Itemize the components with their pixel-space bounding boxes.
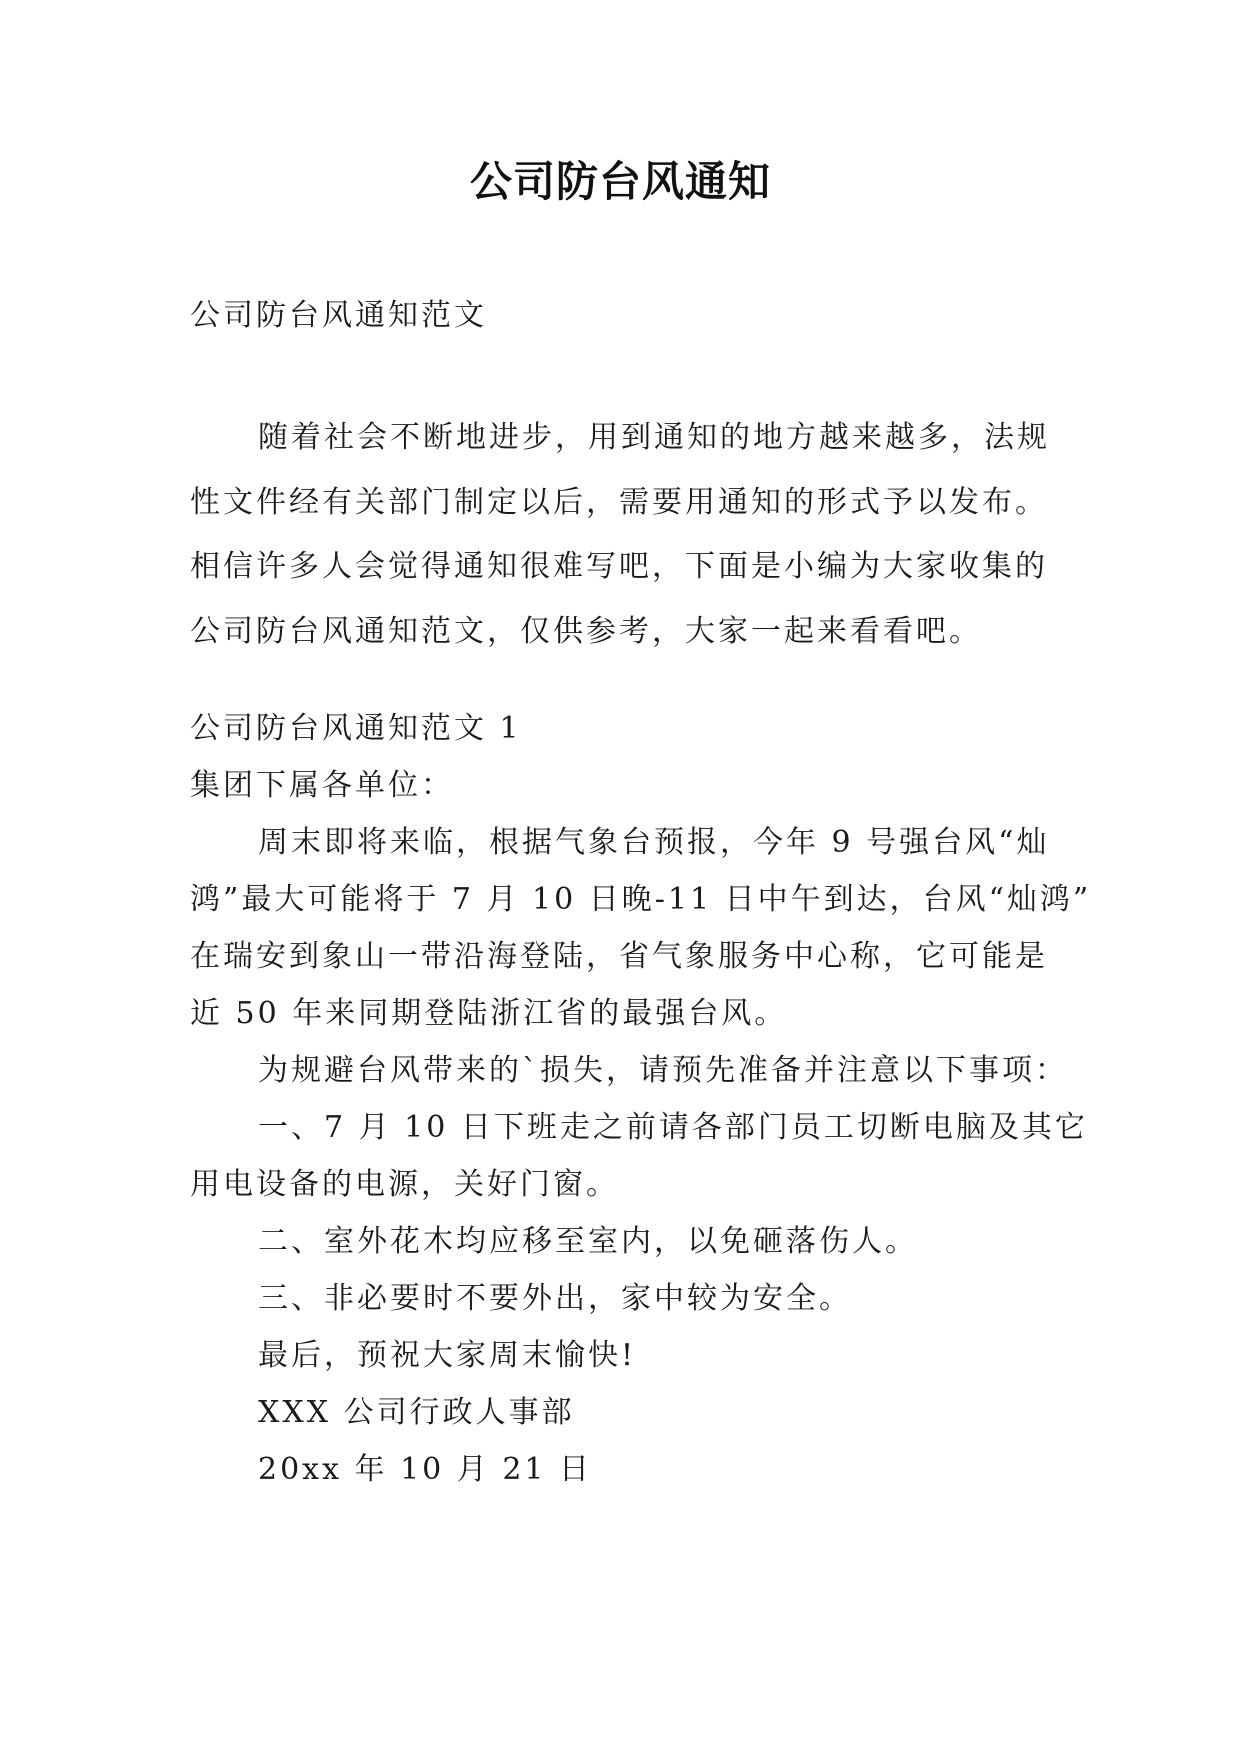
intro-line: 随着社会不断地进步，用到通知的地方越来越多，法规 [258, 420, 1050, 455]
closing-text: 最后，预祝大家周末愉快! [258, 1338, 637, 1373]
date: 20xx 年 10 月 21 日 [258, 1452, 593, 1487]
paragraph-line: 鸿”最大可能将于 7 月 10 日晚-11 日中午到达，台风“灿鸿” [190, 882, 1092, 917]
paragraph-line: 在瑞安到象山一带沿海登陆，省气象服务中心称，它可能是 [190, 939, 1048, 974]
document-subtitle: 公司防台风通知范文 [190, 298, 487, 333]
list-item-line: 一、7 月 10 日下班走之前请各部门员工切断电脑及其它 [258, 1110, 1088, 1145]
list-item: 二、室外花木均应移至室内，以免砸落伤人。 [258, 1224, 918, 1259]
addressee: 集团下属各单位： [190, 768, 454, 803]
paragraph-line: 为规避台风带来的`损失，请预先准备并注意以下事项： [258, 1053, 1068, 1088]
list-item: 三、非必要时不要外出，家中较为安全。 [258, 1281, 852, 1316]
intro-line: 公司防台风通知范文，仅供参考，大家一起来看看吧。 [190, 613, 982, 649]
notice-section [190, 700, 1092, 1498]
intro-paragraph [190, 406, 1070, 664]
document-title: 公司防台风通知 [469, 157, 771, 206]
list-item-line: 用电设备的电源，关好门窗。 [190, 1167, 619, 1202]
signature: XXX 公司行政人事部 [258, 1395, 575, 1430]
section-heading: 公司防台风通知范文 1 [190, 711, 522, 746]
intro-line: 性文件经有关部门制定以后，需要用通知的形式予以发布。 [190, 484, 1048, 520]
paragraph-line: 周末即将来临，根据气象台预报，今年 9 号强台风“灿 [258, 825, 1050, 860]
intro-line: 相信许多人会觉得通知很难写吧，下面是小编为大家收集的 [190, 549, 1048, 584]
paragraph-line: 近 50 年来同期登陆浙江省的最强台风。 [190, 996, 788, 1031]
